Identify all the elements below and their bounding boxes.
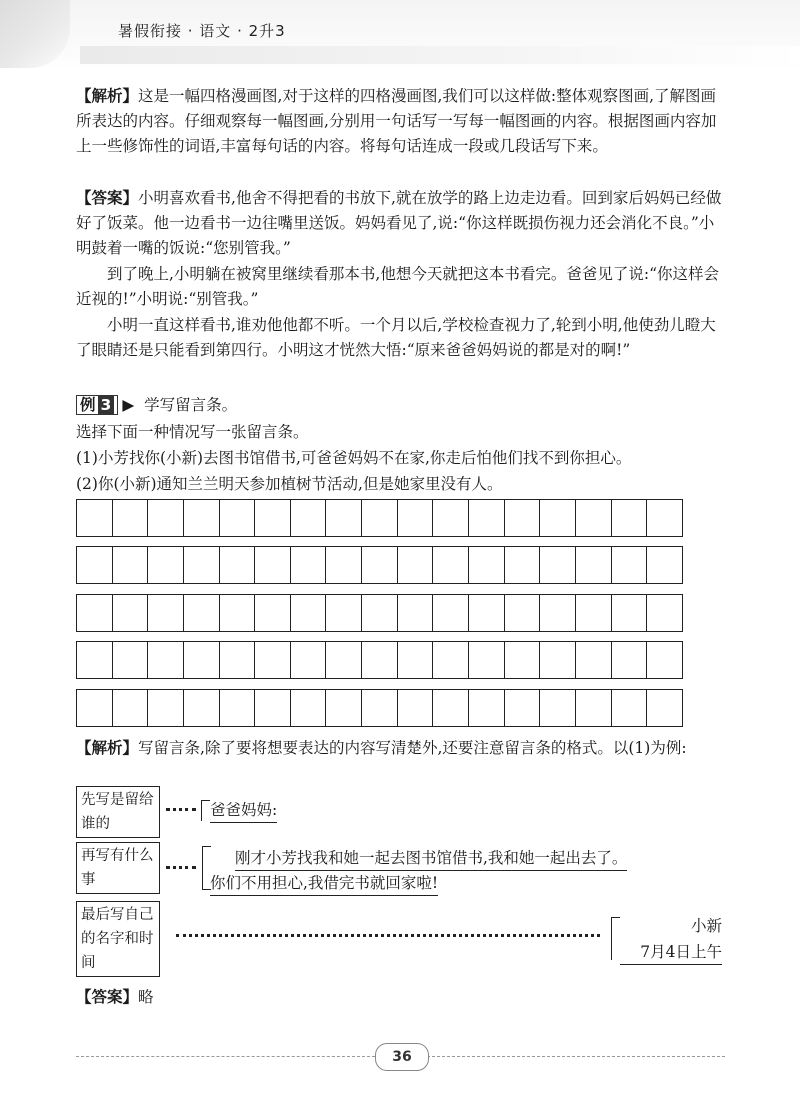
answer-tag: 【答案】: [76, 189, 139, 207]
analysis-tag: 【解析】: [76, 739, 139, 757]
step1-label: 先写是留给谁的: [76, 786, 160, 838]
answer-text: 略: [138, 988, 154, 1006]
analysis-text: 写留言条,除了要将想要表达的内容写清楚外,还要注意留言条的格式。以(1)为例:: [138, 739, 687, 757]
answer-paragraph-2: 到了晚上,小明躺在被窝里继续看那本书,他想今天就把这本书看完。爸爸见了说:“你这样会近视的!”小明说:“别管我。”: [76, 265, 720, 308]
dotted-leader: [166, 808, 196, 811]
writing-grid-row[interactable]: [76, 641, 683, 679]
writing-grid-row[interactable]: [76, 594, 683, 632]
step3-time: 7月4日上午: [620, 940, 722, 965]
header-title: 暑假衔接 · 语文 · 2升3: [118, 22, 286, 40]
ex3-option-2: (2)你(小新)通知兰兰明天参加植树节活动,但是她家里没有人。: [76, 475, 503, 493]
ex2-answer: [76, 186, 724, 261]
footer-divider-right: [427, 1056, 725, 1057]
example-badge: [76, 395, 118, 415]
page-number: 36: [375, 1043, 429, 1071]
ex3-heading: [76, 393, 724, 418]
dotted-leader: [176, 934, 600, 937]
footer-divider-left: [76, 1056, 375, 1057]
writing-grid-row[interactable]: [76, 499, 683, 537]
writing-grid-row[interactable]: [76, 689, 683, 727]
answer-tag: 【答案】: [76, 988, 139, 1006]
bracket: [611, 917, 620, 960]
page-header: [0, 0, 800, 70]
step1-content: 爸爸妈妈:: [210, 798, 277, 823]
answer-paragraph-3: 小明一直这样看书,谁劝他他都不听。一个月以后,学校检查视力了,轮到小明,他使劲儿瞪大了眼睛还是只能看到第四行。小明这才恍然大悟:“原来爸爸妈妈说的都是对的啊!”: [76, 316, 716, 359]
bracket: [201, 800, 210, 821]
step3-label: 最后写自己的名字和时间: [76, 901, 160, 977]
example-number: 3: [98, 396, 115, 414]
step2-label: 再写有什么事: [76, 842, 160, 894]
step2-line-2: 你们不用担心,我借完书就回家啦!: [210, 871, 438, 896]
ex3-answer: [76, 985, 724, 1010]
step2-line-1: 刚才小芳找我和她一起去图书馆借书,我和她一起出去了。: [235, 846, 627, 871]
ex3-instruction: 选择下面一种情况写一张留言条。: [76, 423, 309, 441]
answer-paragraph-1: 小明喜欢看书,他舍不得把看的书放下,就在放学的路上边走边看。回到家后妈妈已经做好了饭菜。他一边看书一边往嘴里送饭。妈妈看见了,说:“你这样既损伤视力还会消化不良。”小明鼓着一嘴的饭说:“您别管我。”: [76, 189, 722, 257]
header-band: [80, 46, 800, 64]
arrow-icon: ▶: [122, 396, 135, 414]
example-label: 例: [80, 396, 96, 414]
analysis-text: 这是一幅四格漫画图,对于这样的四格漫画图,我们可以这样做:整体观察图画,了解图画所表达的内容。仔细观察每一幅图画,分别用一句话写一写每一幅图画的内容。根据图画内容加上一些修饰性的词语,丰富每句话的内容。将每句话连成一段或几段话写下来。: [76, 87, 717, 155]
writing-grid-row[interactable]: [76, 546, 683, 584]
step3-name: 小新: [690, 917, 722, 935]
example-title: 学写留言条。: [144, 396, 238, 414]
analysis-tag: 【解析】: [76, 87, 139, 105]
ex2-analysis: [76, 84, 724, 159]
ex3-analysis: [76, 736, 724, 761]
header-decoration: [0, 0, 70, 68]
dotted-leader: [166, 866, 196, 869]
ex3-option-1: (1)小芳找你(小新)去图书馆借书,可爸爸妈妈不在家,你走后怕他们找不到你担心。: [76, 449, 632, 467]
